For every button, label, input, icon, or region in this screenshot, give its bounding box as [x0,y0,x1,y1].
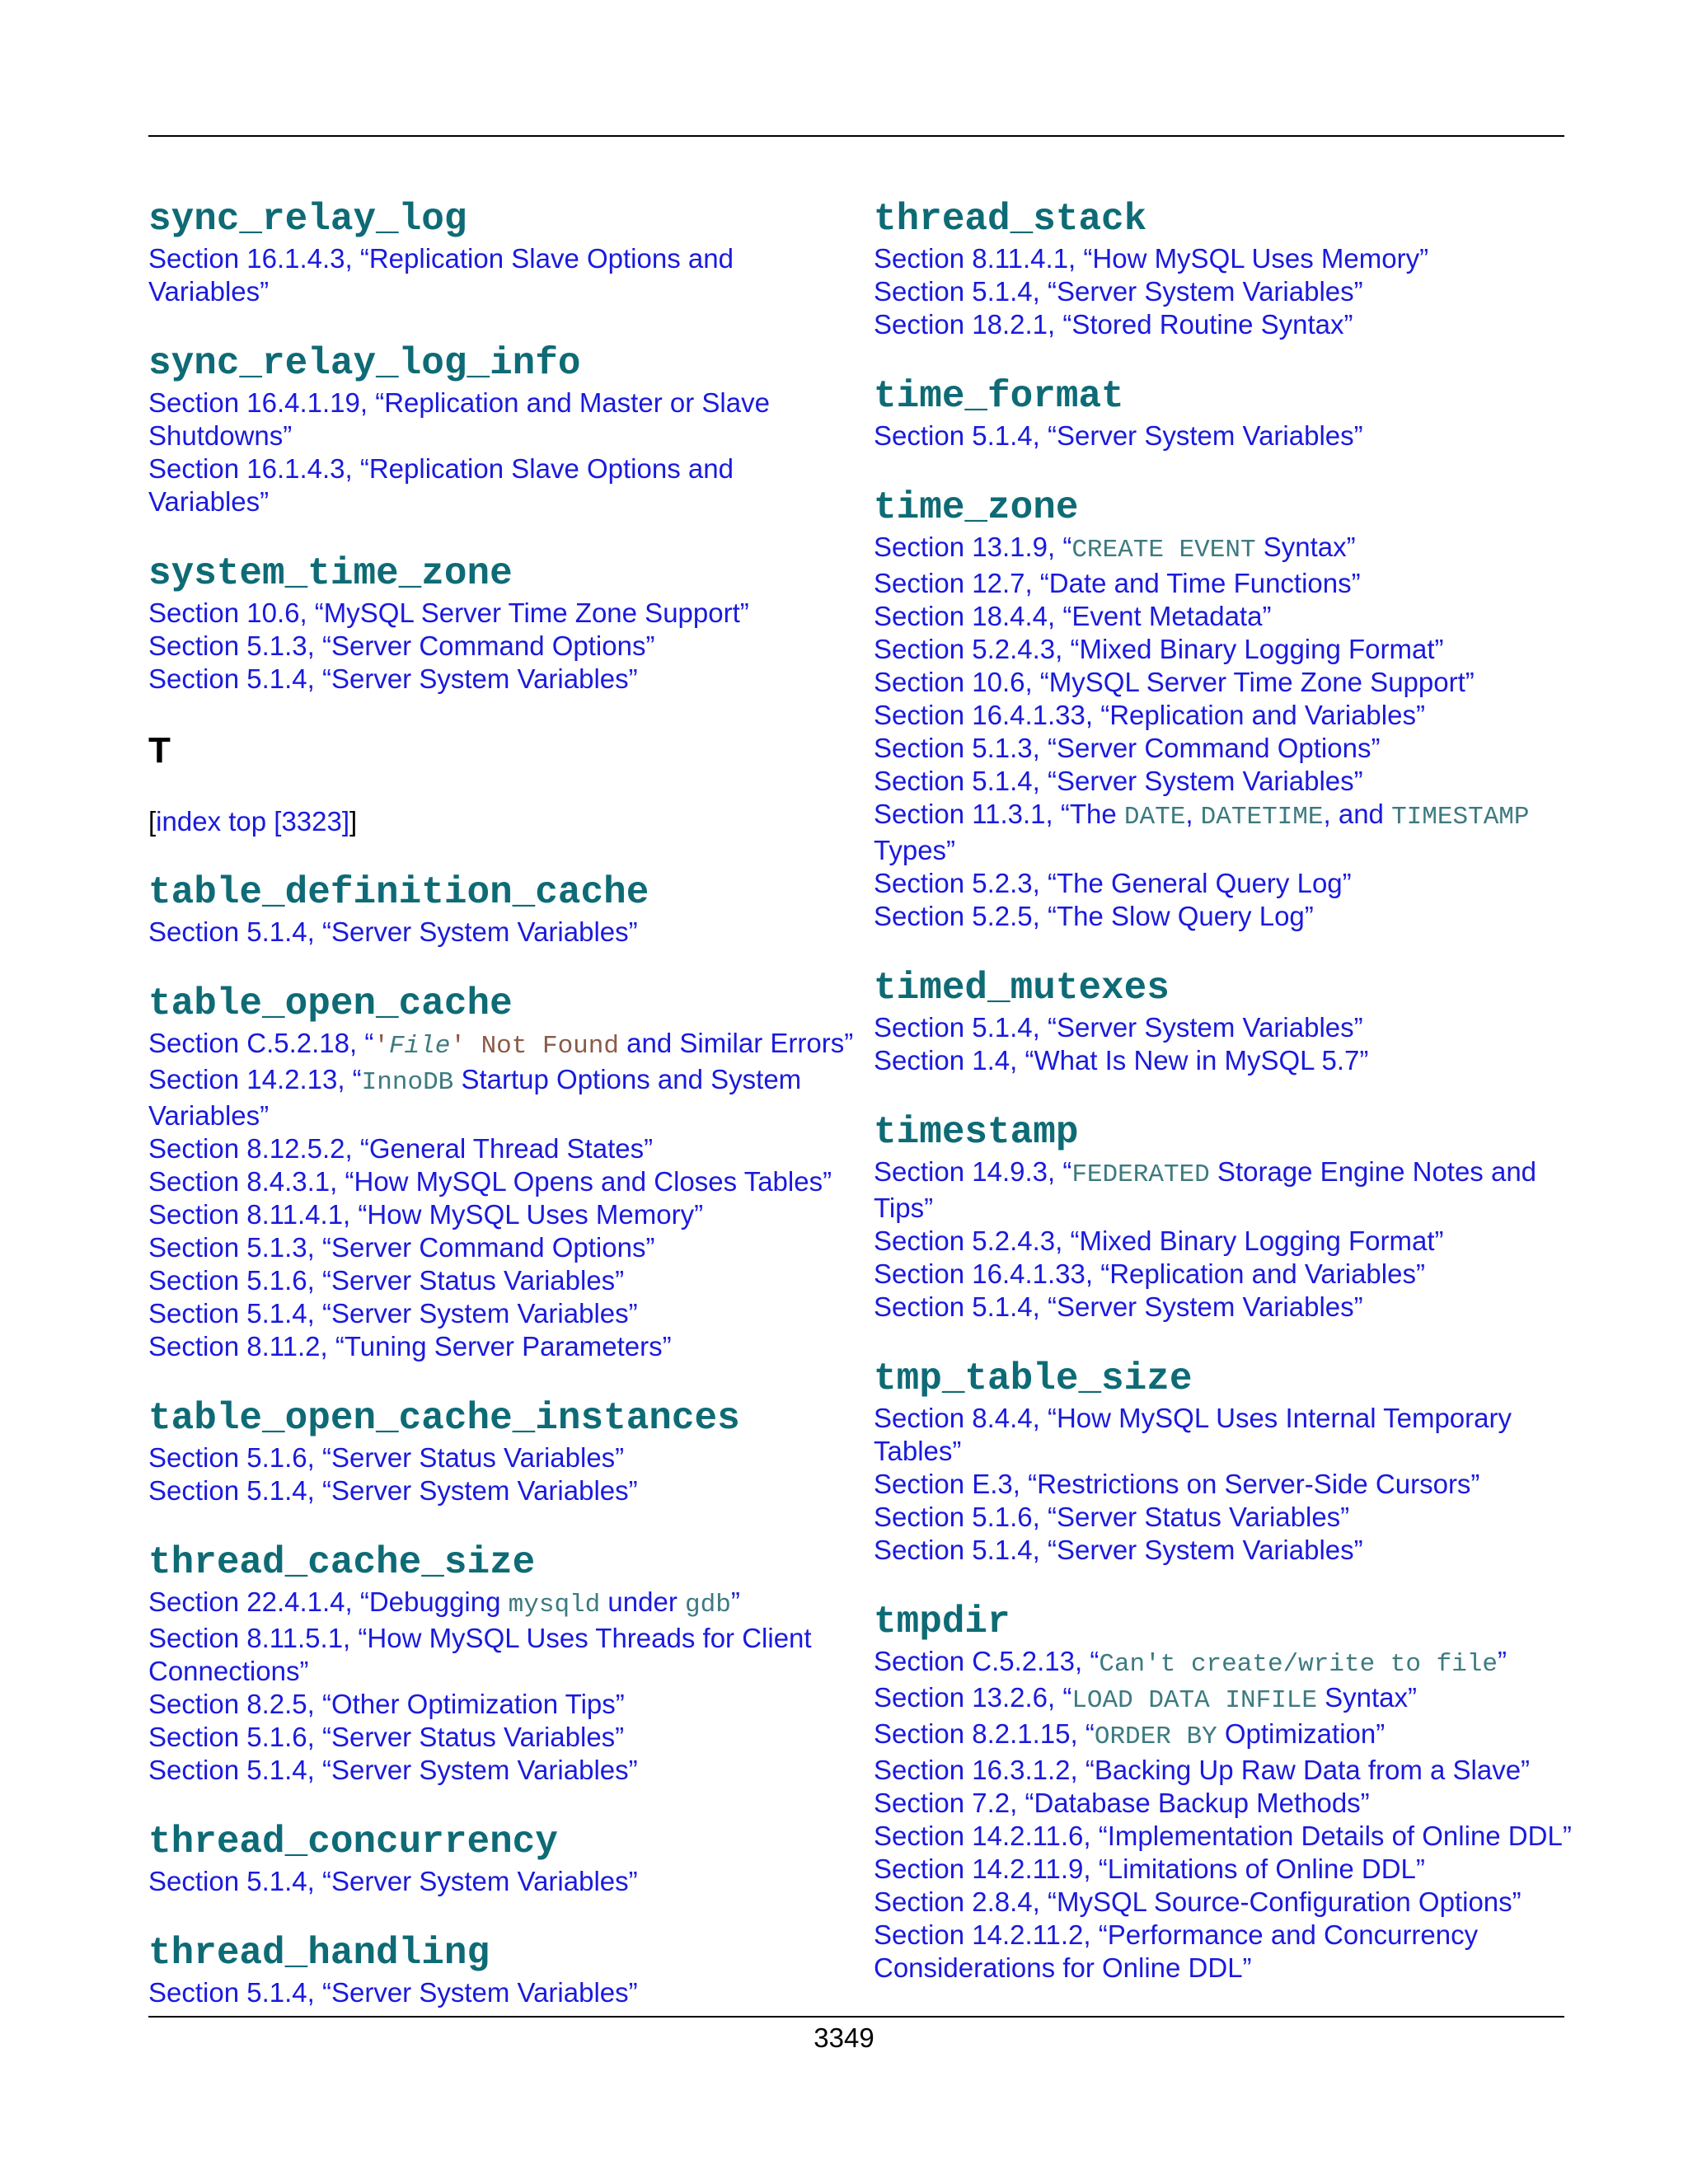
reference-text: Section 10.6, “MySQL Server Time Zone Support” [148,598,749,628]
section-reference-link[interactable] [148,1586,857,1622]
reference-text: Section 14.9.3, “ [874,1156,1072,1187]
section-reference-link[interactable] [148,242,857,308]
code-fragment: TIMESTAMP [1391,803,1530,832]
section-reference-link[interactable] [148,1441,857,1474]
reference-text: Section 5.1.3, “Server Command Options” [148,630,655,661]
section-reference-link[interactable] [874,732,1582,765]
section-reference-link[interactable] [148,916,857,949]
reference-text: Section 14.2.11.6, “Implementation Details of Online DDL” [874,1821,1572,1851]
reference-text: Section 14.2.11.2, “Performance and Concurrency Considerations for Online DDL” [874,1919,1479,1983]
section-reference-link[interactable] [874,1886,1582,1919]
reference-text: Section 5.1.4, “Server System Variables” [148,663,638,694]
index-term: system_time_zone [148,552,513,595]
section-reference-link[interactable] [874,1718,1582,1754]
code-fragment: CREATE EVENT [1071,536,1256,565]
index-term: timestamp [874,1111,1079,1154]
index-term: thread_stack [874,198,1147,241]
reference-text: Section 16.3.1.2, “Backing Up Raw Data from a Slave” [874,1755,1531,1785]
code-fragment: mysqld [508,1591,601,1619]
section-reference-link[interactable] [874,1534,1582,1567]
index-entry-table-open-cache [148,981,857,1363]
section-reference-link[interactable] [148,387,857,452]
letter-heading: T [148,730,171,771]
code-fragment: DATE [1123,803,1186,832]
index-term: table_definition_cache [148,871,649,914]
section-reference-link[interactable] [148,1027,857,1063]
section-reference-link[interactable] [148,1231,857,1264]
section-reference-link[interactable] [148,1688,857,1721]
reference-text: Section 16.4.1.33, “Replication and Variables” [874,700,1425,730]
header-rule [148,135,1564,137]
code-fragment: ORDER BY [1094,1722,1217,1751]
reference-text: Section C.5.2.13, “ [874,1646,1100,1676]
section-reference-link[interactable] [874,531,1582,567]
index-term: tmpdir [874,1601,1010,1643]
section-reference-link[interactable] [874,666,1582,699]
section-reference-link[interactable] [874,1820,1582,1853]
reference-text: Section 8.2.1.15, “ [874,1718,1095,1749]
reference-text: Section 13.2.6, “ [874,1682,1072,1713]
index-term: tmp_table_size [874,1357,1193,1400]
index-entry-table-definition-cache [148,869,857,949]
code-fragment: ' Not Found [450,1032,619,1061]
bracket-close: ] [349,806,358,837]
section-reference-link[interactable] [874,1155,1582,1225]
section-reference-link[interactable] [148,1165,857,1198]
reference-text: Section 8.11.4.1, “How MySQL Uses Memory” [874,243,1429,274]
reference-text: Section E.3, “Restrictions on Server-Side Cursors” [874,1469,1480,1499]
section-reference-link[interactable] [148,597,857,630]
section-reference-link[interactable] [874,633,1582,666]
reference-text: Syntax” [1255,532,1356,562]
code-fragment: InnoDB [361,1068,454,1097]
section-reference-link[interactable] [148,663,857,696]
index-entry-time-zone [874,485,1582,933]
section-reference-link[interactable] [148,630,857,663]
code-fragment: ' [373,1032,389,1061]
reference-text: Section 16.4.1.33, “Replication and Variables” [874,1258,1425,1289]
reference-text: Section 5.1.4, “Server System Variables” [148,916,638,947]
reference-text: Section 16.4.1.19, “Replication and Master or Slave Shutdowns” [148,387,770,451]
section-reference-link[interactable] [874,1754,1582,1787]
reference-text: Section 8.11.2, “Tuning Server Parameters” [148,1331,672,1361]
reference-text: Section 11.3.1, “The [874,799,1124,829]
reference-text: Section C.5.2.18, “ [148,1028,374,1058]
reference-text: Section 5.1.4, “Server System Variables” [148,1977,638,2008]
section-reference-link[interactable] [874,419,1582,452]
section-reference-link[interactable] [874,798,1582,867]
reference-text: Section 5.2.5, “The Slow Query Log” [874,901,1314,931]
reference-text: Section 14.2.13, “ [148,1064,362,1094]
reference-text: Section 5.1.6, “Server Status Variables” [148,1442,625,1473]
reference-text: Section 5.1.3, “Server Command Options” [874,733,1381,763]
section-reference-link[interactable] [148,1865,857,1898]
section-reference-link[interactable] [874,900,1582,933]
reference-text: and Similar Errors” [619,1028,854,1058]
reference-text: Section 14.2.11.9, “Limitations of Online DDL” [874,1854,1425,1884]
reference-text: Section 5.1.4, “Server System Variables” [874,1291,1363,1322]
section-reference-link[interactable] [874,765,1582,798]
reference-text: Section 5.1.4, “Server System Variables” [148,1866,638,1896]
index-entry-table-open-cache-instances [148,1395,857,1507]
reference-text: Section 5.1.4, “Server System Variables” [874,766,1363,796]
section-reference-link[interactable] [148,1297,857,1330]
index-column-right [874,196,1582,2017]
index-entry-system-time-zone [148,551,857,696]
reference-text: Section 5.1.4, “Server System Variables” [148,1475,638,1506]
index-term: sync_relay_log [148,198,467,241]
reference-text: Section 12.7, “Date and Time Functions” [874,568,1361,598]
index-term: thread_concurrency [148,1821,558,1863]
reference-text: Types” [874,835,956,865]
code-fragment: LOAD DATA INFILE [1071,1686,1317,1715]
section-reference-link[interactable] [874,1681,1582,1718]
reference-text: Section 5.2.4.3, “Mixed Binary Logging Format” [874,1226,1444,1256]
reference-text: Section 8.4.4, “How MySQL Uses Internal Temporary Tables” [874,1403,1512,1466]
reference-text: Section 5.1.4, “Server System Variables” [874,1012,1363,1043]
reference-text: Startup Options and System Variables” [148,1064,802,1131]
code-fragment: DATETIME [1200,803,1324,832]
reference-text: Section 5.1.4, “Server System Variables” [874,276,1363,307]
reference-text: Section 16.1.4.3, “Replication Slave Options and Variables” [148,243,734,307]
section-reference-link[interactable] [148,1474,857,1507]
index-entry-thread-handling [148,1930,857,2009]
reference-text: Section 5.1.6, “Server Status Variables” [874,1502,1350,1532]
page-number: 3349 [814,2022,874,2053]
section-reference-link[interactable] [148,1754,857,1787]
reference-text: Section 5.1.4, “Server System Variables” [148,1755,638,1785]
section-reference-link[interactable] [148,1976,857,2009]
code-fragment: File [388,1032,451,1061]
section-reference-link[interactable] [874,275,1582,308]
reference-text: Section 5.1.4, “Server System Variables” [874,420,1363,451]
section-reference-link[interactable] [874,1853,1582,1886]
index-entry-thread-stack [874,196,1582,341]
section-reference-link[interactable] [874,1402,1582,1468]
reference-text: Section 18.4.4, “Event Metadata” [874,601,1272,631]
index-entry-thread-concurrency [148,1819,857,1898]
index-term: table_open_cache_instances [148,1397,740,1440]
section-reference-link[interactable] [874,1011,1582,1044]
index-top-line [148,805,857,838]
section-reference-link[interactable] [148,1721,857,1754]
section-reference-link[interactable] [874,1919,1582,1985]
index-term: timed_mutexes [874,967,1170,1010]
index-column-left [148,196,857,2041]
index-term: thread_cache_size [148,1541,536,1584]
reference-text: Section 5.1.3, “Server Command Options” [148,1232,655,1263]
section-reference-link[interactable] [874,867,1582,900]
section-reference-link[interactable] [148,1622,857,1688]
index-entry-tmpdir [874,1599,1582,1985]
section-reference-link[interactable] [148,452,857,518]
reference-text: Section 2.8.4, “MySQL Source-Configuration Options” [874,1886,1522,1917]
section-reference-link[interactable] [148,1198,857,1231]
reference-text: Section 18.2.1, “Stored Routine Syntax” [874,309,1353,340]
index-term: table_open_cache [148,982,513,1025]
reference-text: Section 8.11.4.1, “How MySQL Uses Memory” [148,1199,704,1230]
reference-text: ” [1498,1646,1507,1676]
reference-text: , and [1323,799,1392,829]
index-term: time_format [874,375,1124,418]
reference-text: Section 1.4, “What Is New in MySQL 5.7” [874,1045,1369,1076]
section-reference-link[interactable] [874,567,1582,600]
reference-text: Section 5.1.4, “Server System Variables” [874,1535,1363,1565]
index-term: time_zone [874,486,1079,529]
section-reference-link[interactable] [148,1330,857,1363]
index-entry-sync-relay-log-info [148,340,857,518]
section-reference-link[interactable] [874,1787,1582,1820]
index-entry-sync-relay-log [148,196,857,308]
reference-text: Section 8.4.3.1, “How MySQL Opens and Closes Tables” [148,1166,832,1197]
reference-text: Optimization” [1217,1718,1386,1749]
index-term: thread_handling [148,1932,490,1975]
section-reference-link[interactable] [874,1501,1582,1534]
reference-text: Section 16.1.4.3, “Replication Slave Options and Variables” [148,453,734,517]
reference-text: Section 10.6, “MySQL Server Time Zone Support” [874,667,1475,697]
reference-text: Section 5.2.4.3, “Mixed Binary Logging Format” [874,634,1444,664]
code-fragment: FEDERATED [1071,1160,1210,1189]
section-reference-link[interactable] [874,1291,1582,1324]
section-reference-link[interactable] [148,1264,857,1297]
index-entry-tmp-table-size [874,1356,1582,1567]
section-reference-link[interactable] [874,1468,1582,1501]
section-reference-link[interactable] [874,242,1582,275]
reference-text: Section 5.1.6, “Server Status Variables” [148,1265,625,1296]
section-reference-link[interactable] [874,600,1582,633]
reference-text: Section 8.11.5.1, “How MySQL Uses Threads for Client Connections” [148,1623,812,1686]
index-entry-time-format [874,373,1582,452]
reference-text: ” [730,1586,740,1617]
section-reference-link[interactable] [148,1132,857,1165]
reference-text: Section 8.12.5.2, “General Thread States” [148,1133,654,1164]
section-reference-link[interactable] [874,308,1582,341]
reference-text: Section 5.1.4, “Server System Variables” [148,1298,638,1329]
code-fragment: gdb [685,1591,731,1619]
reference-text: Section 13.1.9, “ [874,532,1072,562]
reference-text: Section 5.1.6, “Server Status Variables” [148,1722,625,1752]
section-reference-link[interactable] [148,1063,857,1132]
section-reference-link[interactable] [874,1225,1582,1258]
section-reference-link[interactable] [874,1645,1582,1681]
index-top-link[interactable]: index top [3323] [156,806,350,837]
reference-text: Section 7.2, “Database Backup Methods” [874,1788,1370,1818]
bracket-open: [ [148,806,157,837]
code-fragment: Can't create/write to file [1099,1650,1498,1679]
section-reference-link[interactable] [874,699,1582,732]
index-entry-timestamp [874,1109,1582,1324]
index-entry-timed-mutexes [874,965,1582,1077]
index-entry-thread-cache-size [148,1540,857,1787]
reference-text: Syntax” [1316,1682,1418,1713]
reference-text: Section 8.2.5, “Other Optimization Tips” [148,1689,625,1719]
reference-text: Section 22.4.1.4, “Debugging [148,1586,509,1617]
reference-text: under [600,1586,686,1617]
section-reference-link[interactable] [874,1258,1582,1291]
reference-text: , [1185,799,1201,829]
reference-text: Storage Engine Notes and Tips” [874,1156,1537,1223]
reference-text: Section 5.2.3, “The General Query Log” [874,868,1352,898]
section-reference-link[interactable] [874,1044,1582,1077]
index-term: sync_relay_log_info [148,342,581,385]
